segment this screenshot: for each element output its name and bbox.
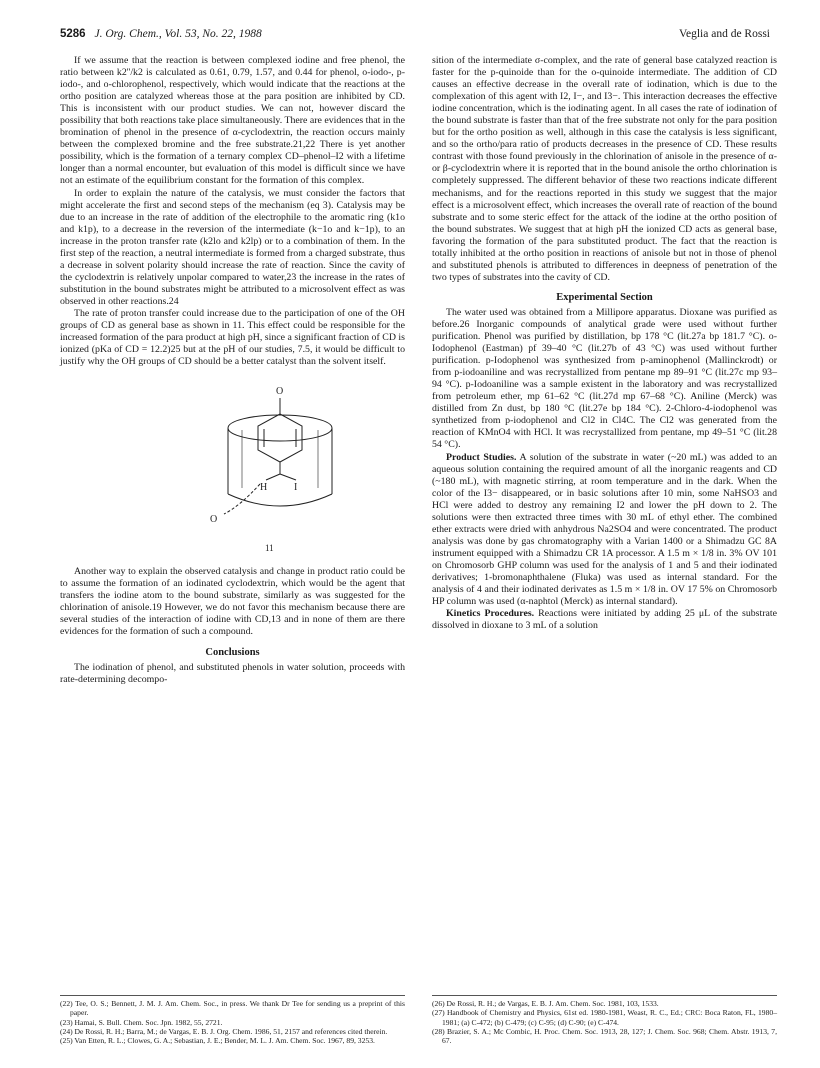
header-left [60, 28, 262, 40]
footnote: (28) Brazier, S. A.; Mc Combic, H. Proc. Chem. Soc. 1913, 28, 127; J. Chem. Soc. 968; Chem. Abstr. 1913, 7, 67. [432, 1026, 777, 1046]
footnote: (24) De Rossi, R. H.; Barra, M.; de Vargas, E. B. J. Org. Chem. 1986, 51, 2157 and references cited therein. [60, 1026, 388, 1036]
paragraph: sition of the intermediate σ-complex, and the rate of general base catalyzed reaction is faster for the p-quinoide than for the o-quinoide intermediate. The addition of CD causes an effective decrease in the overall rate of iodination, which is due to the complexation of this agent with I2, I−, and I3−. This interaction decreases the effective iodine concentration, which is the iodinating agent. In all cases the rate of iodination of the bound substrate is faster than that of the free substrate not only for the para position but for the ortho position as well, although in this case the catalysis is less significant, and so the ortho/para ratio of products decreases in the presence of CD. These results contrast with those found previously in the chlorination of anisole in the presence of α- or β-cyclodextrin where it is reported that in the bound anisole the ortho chlorination is completely suppressed. The different behavior of these two reactions indicate different mechanisms, and for the reactions reported in this study we suggest that the major effect is a microsolvent effect, which increases the overall rate of reaction of the bound substrate and to some steric effect for the attack of the iodine at the ortho position of the bound substrates. We suggest that at high pH the ionized CD acts as general base, favoring the formation of the para substituted product. The fact that the reaction is totally inhibited at the ortho position in reactions of anisole but not in those of phenol and substituted phenols is attributed to differences in deepness of penetration of the two types of substrates into the cavity of CD. [432, 55, 777, 283]
paragraph: The water used was obtained from a Millipore apparatus. Dioxane was purified as before.26 Inorganic compounds of analytical grade were used without further purification. Phenol was purified by distillation, bp 178 °C (lit.27a bp 181.7 °C). o-Iodophenol (Eastman) pf 39–40 °C (lit.27b of 43 °C) was used without further purification. p-Iodophenol was synthesized from p-aminophenol (Mallinckrodt) or from p-iodoaniline and was recrystallized from pentane mp 89–91 °C (lit.27c mp 93–94 °C). p-Iodoaniline was a sample existent in the laboratory and was recrystallized from petroleum ether, mp 61–62 °C (lit.27d mp 67–68 °C). Aniline (Merck) was distilled from Zn dust, bp 180 °C (lit.27e bp 184 °C). 2-Chloro-4-iodophenol was synthetized from p-iodophenol and Cl2 in Cl4C. The Cl2 was generated from the reaction of KMnO4 with HCl. It was recrystallized from pentane, mp 49–51 °C (lit.28 54 °C). [432, 306, 777, 451]
footnote: (22) Tee, O. S.; Bennett, J. M. J. Am. Chem. Soc., in press. We thank Dr Tee for sending us a preprint of this paper. [60, 999, 405, 1018]
paragraph: Another way to explain the observed catalysis and change in product ratio could be to assume the formation of an iodinated cyclodextrin, which would be the agent that transfers the iodine atom to the bound substrate, similarly as was suggested for the chlorination of anisole.19 However, we do not favor this mechanism because there are several studies of the interaction of iodine with CD,13 and in none of them are there evidences for the formation of such a compound. [60, 566, 405, 638]
atom-i: I [294, 482, 298, 494]
footnotes-right [432, 995, 777, 1045]
right-column [432, 55, 777, 632]
paragraph-text: A solution of the substrate in water (~20 mL) was added to an aqueous solution containing the required amount of all the inorganic reagents and CD (~180 mL), with magnetic stirring, at room temperature and in the dark. When the color of the I3− disappeared, or in basic solutions after 10 min, some NaHSO3 and HCl were added to destroy any remaining I2 and lower the pH down to 2. The solutions were then extracted three times with 30 mL of ethyl ether. The combined ether extracts were dried with anhydrous Na2SO4 and were concentrated. The product analysis was done by gas chromatography with a Varian 1400 or a Shimadzu GC 8A instrument equipped with a Shimadzu CR 1A processor. A 1.5 m × 1/8 in. 3% OV 101 on Chromosorb GHP column was used for the analysis of 1 and 5 and their iodinated derivatives; 1-bromonaphthalene (Fluka) was used as internal standard. For the analysis of 4 and their iodinated derivates as 1.5 m × 1/8 in. OV 17 5% on Chromosorb HP column was used (α-naphtol (Merck) as internal standard). [432, 451, 778, 608]
footnote: (25) Van Etten, R. L.; Clowes, G. A.; Sebastian, J. E.; Bender, M. L. J. Am. Chem. Soc. 1967, 89, 3253. [60, 1036, 375, 1046]
runin-heading-kinetics: Kinetics Procedures. [446, 608, 535, 620]
section-heading-conclusions: Conclusions [205, 646, 260, 658]
paragraph: The iodination of phenol, and substituted phenols in water solution, proceeds with rate-determining decompo- [60, 661, 405, 685]
cyclodextrin-complex-drawing [180, 376, 380, 546]
atom-o-bottom: O [210, 514, 218, 526]
running-authors: Veglia and de Rossi [678, 28, 770, 40]
atom-h: H [260, 482, 268, 494]
paragraph: The rate of proton transfer could increase due to the participation of one of the OH groups of CD as general base as shown in 11. This effect could be responsible for the increased formation of the para product at high pH, since a significant fraction of CD is ionized (pKa of CD = 12.2)25 but at the pH of our studies, 7.5, it would be difficult to justify why the OH groups of CD should be a better catalyst than the solvent itself. [60, 307, 405, 368]
left-column [60, 55, 405, 686]
footnotes-left [60, 995, 405, 1045]
page-number: 5286 [60, 28, 86, 40]
paragraph-product-studies [432, 452, 777, 609]
footnote: (27) Handbook of Chemistry and Physics, 61st ed. 1980-1981, Weast, R. C., Ed.; CRC: Boca Raton, FL, 1980–1981; (a) C-472; (b) C-479; (c) C-95; (d) C-90; (e) C-474. [432, 1008, 777, 1027]
paragraph: If we assume that the reaction is between complexed iodine and free phenol, the ratio between k2''/k2 is calculated as 0.61, 0.79, 1.57, and 0.44 for phenol, o-iodo-, p-iodo-, and o-chlorophenol, respectively, which would indicate that the reactions at the ortho position are catalyzed whereas those at the para position are inhibited by CD. This is inconsistent with our product studies. We can not, however discard the possibility that both reactions take place simultaneously. There are evidences that in the bromination of phenol in the presence of α-cyclodextrin, the reaction occurs mainly between the complexed bromine and the free substrate.21,22 There is yet another possibility, which is the formation of a ternary complex CD–phenol–I2 with a lifetime longer than a normal encounter, but evaluation of this model is difficult since we have not an estimate of the equilibrium constant for the formation of this complex. [60, 55, 405, 187]
compound-number: 11 [265, 543, 274, 554]
footnote-rule [60, 995, 405, 996]
footnote: (26) De Rossi, R. H.; de Vargas, E. B. J. Am. Chem. Soc. 1981, 103, 1533. [432, 999, 659, 1008]
atom-o-top: O [276, 386, 284, 398]
section-heading-experimental: Experimental Section [556, 291, 653, 303]
runin-heading-product-studies: Product Studies. [446, 451, 517, 463]
paragraph-kinetics [432, 608, 777, 632]
paragraph: In order to explain the nature of the catalysis, we must consider the factors that might accelerate the first and second steps of the mechanism (eq 3). Catalysis may be due to an increase in the rate of addition of the electrophile to the aromatic ring (k1o and k1p), to a decrease in the reversion of the intermediate (k−1o and k−1p), to an increase in the proton transfer rate (k2lo and k2lp) or to a combination of them. In the first step of the reaction, a neutral intermediate is formed from a charged substrate, thus a decrease in solvent polarity should increase the rate of reaction. Since the cavity of the cyclodextrin is relatively unpolar compared to water,23 the increase in the rates of substitution in the bound substrates might be attributed to a microsolvent effect as was observed in other reactions.24 [60, 187, 405, 307]
page-header [60, 28, 770, 46]
footnote-rule [432, 995, 777, 996]
journal-citation: J. Org. Chem., Vol. 53, No. 22, 1988 [94, 28, 262, 40]
structure-figure-11 [60, 368, 405, 566]
footnote: (23) Hamai, S. Bull. Chem. Soc. Jpn. 1982, 55, 2721. [60, 1017, 223, 1027]
paragraph-text: Reactions were initiated by adding 25 μL of the substrate dissolved in dioxane to 3 mL of a solution [432, 608, 777, 632]
